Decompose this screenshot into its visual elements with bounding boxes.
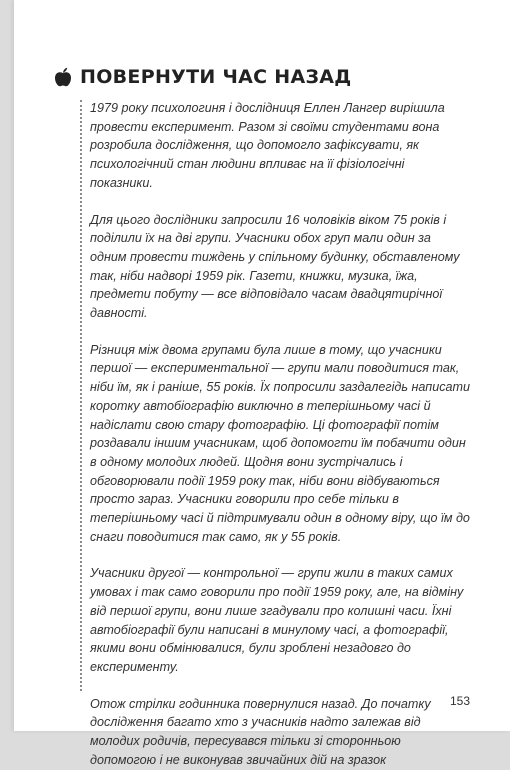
book-page <box>14 0 510 767</box>
page-number: 153 <box>449 694 470 708</box>
paragraph: Для цього дослідники запросили 16 чоловіків віком 75 років і поділили їх на дві групи. Учасники обох груп мали один за одним провести тиждень у спільному будинку, обставленому так, ніби надворі 1959 рік. Газети, книжки, музика, їжа, предмети побуту — все відповідало часам двадцятирічної давності. <box>90 212 460 321</box>
body-text <box>90 99 470 770</box>
dotted-divider <box>80 100 82 691</box>
section-heading <box>54 66 352 88</box>
paragraph: Різниця між двома групами була лише в тому, що учасники першої — експериментальної — групи мали поводитися так, ніби їм, як і раніше, 55 років. Їх попросили заздалегідь написати коротку автобіографію виключно в теперішньому часі й надіслати свою стару фотографію. Ці фотографії потім роздавали іншим учасникам, щоб допомогти їм побачити один в одному молодих людей. Щодня вони зустрічались і обговорювали події 1959 року так, ніби вони відбуваються просто зараз. Учасники говорили про себе тільки в теперішньому часі й підтримували один в одному віру, що їм до снаги поводитися так само, як у 55 років. <box>90 342 471 544</box>
section-title: ПОВЕРНУТИ ЧАС НАЗАД <box>80 66 352 88</box>
apple-icon <box>54 67 72 87</box>
paragraph: Учасники другої — контрольної — групи жили в таких самих умовах і так само говорили про події 1959 року, але, на відміну від першої групи, вони лише згадували про колишні часи. Їхні автобіографії були написані в минулому часі, а фотографії, якими вони обмінювалися, були зроблені незадовго до експерименту. <box>90 566 464 674</box>
paragraph: 1979 року психологиня і дослідниця Еллен Лангер вирішила провести експеримент. Разом зі своїми студентами вона розробила дослідження, що допомогло зафіксувати, як психологічний стан людини впливає на її фізіологічні показники. <box>90 101 445 190</box>
paragraph: Отож стрілки годинника повернулися назад. До початку дослідження багато хто з учасників надто залежав від молодих родичів, пересувався тільки зі сторонньою допомогою і не виконував звичайних дій на зразок <box>90 696 431 767</box>
